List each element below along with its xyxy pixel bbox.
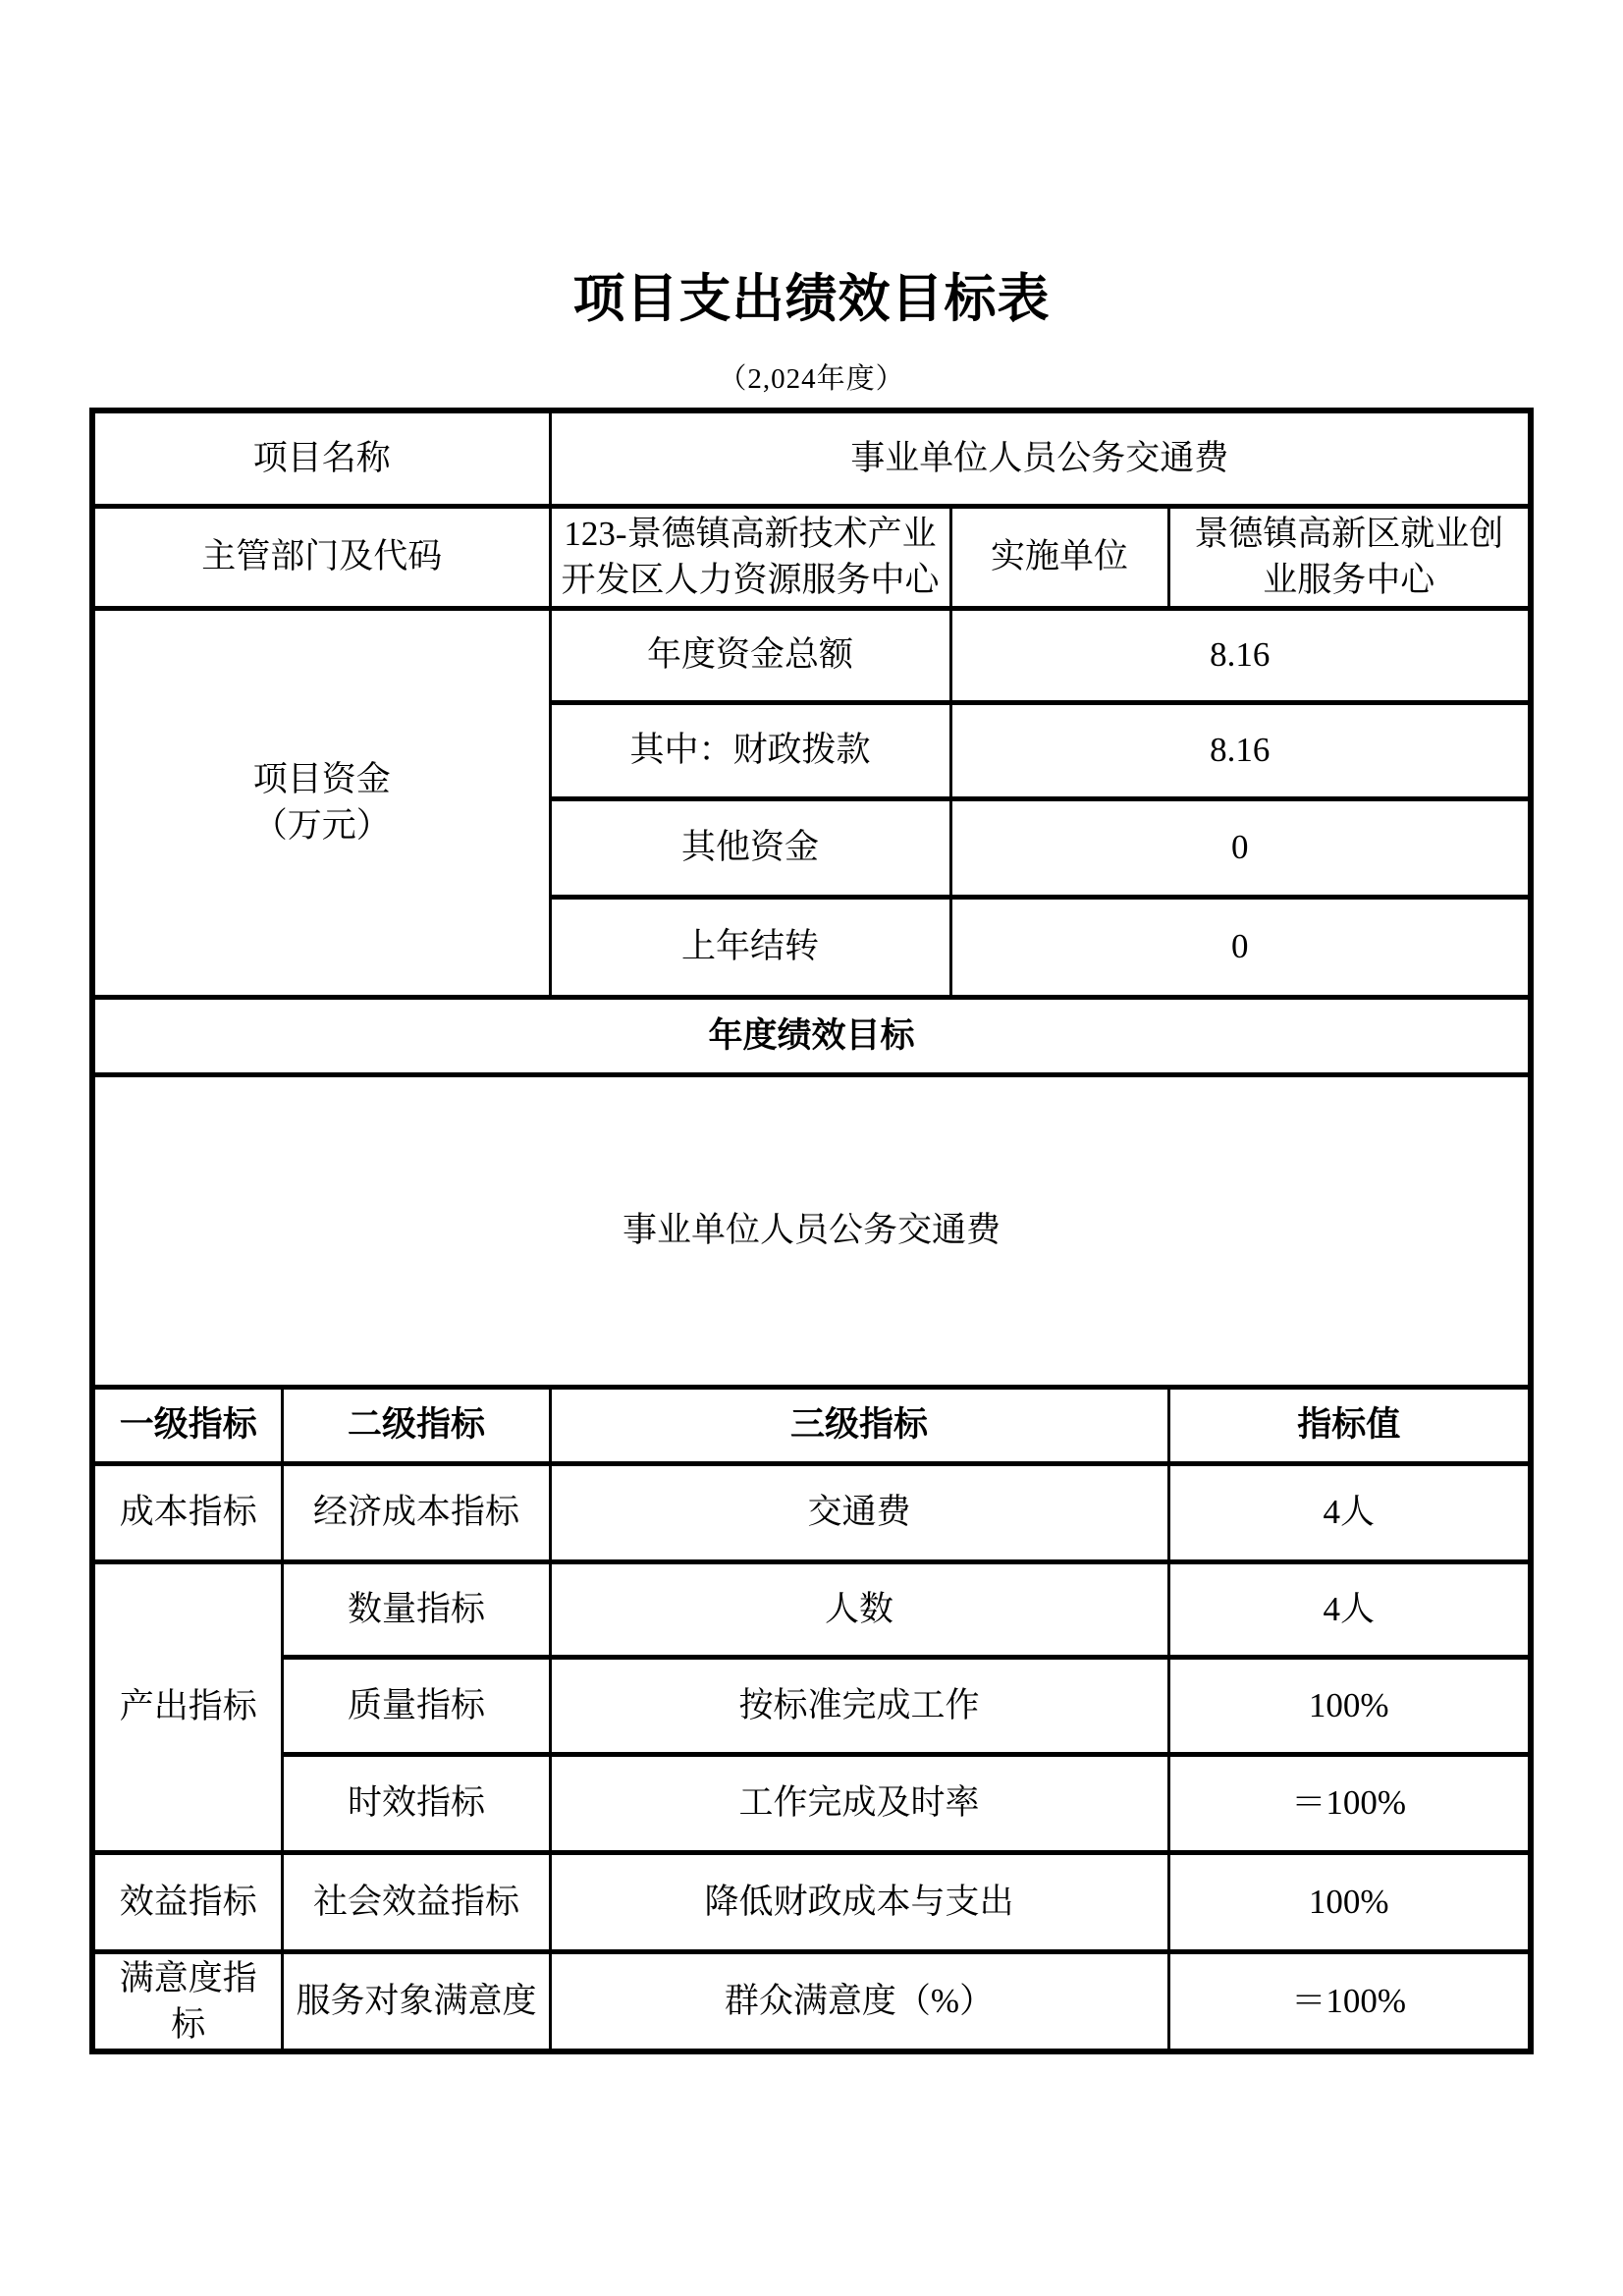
row-output-quantity <box>92 1561 1531 1657</box>
cell-cost-level1: 成本指标 <box>92 1463 283 1561</box>
row-department <box>92 506 1531 608</box>
row-output-timeliness <box>92 1754 1531 1852</box>
cell-quality-value: 100% <box>1168 1657 1531 1754</box>
cell-cost-level2: 经济成本指标 <box>283 1463 550 1561</box>
cell-project-name-label: 项目名称 <box>92 410 550 506</box>
row-annual-goal-header <box>92 997 1531 1074</box>
row-benefit-indicator <box>92 1852 1531 1951</box>
cell-department-value: 123-景德镇高新技术产业开发区人力资源服务中心 <box>550 506 950 608</box>
page-title: 项目支出绩效目标表 <box>572 271 1051 328</box>
cell-annual-goal-header: 年度绩效目标 <box>92 997 1531 1074</box>
performance-target-table <box>89 408 1534 2054</box>
cell-output-level1: 产出指标 <box>92 1561 283 1852</box>
cell-quantity-level2: 数量指标 <box>283 1561 550 1657</box>
cell-satisfaction-level1: 满意度指标 <box>92 1951 283 2051</box>
cell-funds-fiscal-value: 8.16 <box>950 702 1531 798</box>
cell-benefit-level3: 降低财政成本与支出 <box>550 1852 1168 1951</box>
cell-funds-fiscal-label: 其中：财政拨款 <box>550 702 950 798</box>
cell-funds-total-label: 年度资金总额 <box>550 608 950 702</box>
cell-timeliness-value: ＝100% <box>1168 1754 1531 1852</box>
cell-funds-total-value: 8.16 <box>950 608 1531 702</box>
cell-quantity-level3: 人数 <box>550 1561 1168 1657</box>
cell-funds-carryover-label: 上年结转 <box>550 897 950 997</box>
cell-quantity-value: 4人 <box>1168 1561 1531 1657</box>
cell-funds-carryover-value: 0 <box>950 897 1531 997</box>
row-annual-goal-text <box>92 1074 1531 1387</box>
cell-department-label: 主管部门及代码 <box>92 506 550 608</box>
cell-satisfaction-level2: 服务对象满意度 <box>283 1951 550 2051</box>
row-funds-total <box>92 608 1531 702</box>
funds-label-line1: 项目资金 <box>252 759 391 798</box>
cell-satisfaction-level3: 群众满意度（%） <box>550 1951 1168 2051</box>
cell-implementing-unit-value: 景德镇高新区就业创业服务中心 <box>1168 506 1531 608</box>
header-level1-indicator: 一级指标 <box>92 1387 283 1463</box>
cell-timeliness-level3: 工作完成及时率 <box>550 1754 1168 1852</box>
cell-satisfaction-value: ＝100% <box>1168 1951 1531 2051</box>
cell-timeliness-level2: 时效指标 <box>283 1754 550 1852</box>
cell-cost-level3: 交通费 <box>550 1463 1168 1561</box>
row-satisfaction-indicator <box>92 1951 1531 2051</box>
header-level3-indicator: 三级指标 <box>550 1387 1168 1463</box>
funds-label-line2: （万元） <box>252 806 391 845</box>
cell-benefit-level1: 效益指标 <box>92 1852 283 1951</box>
cell-quality-level3: 按标准完成工作 <box>550 1657 1168 1754</box>
row-indicator-headers <box>92 1387 1531 1463</box>
cell-funds-other-label: 其他资金 <box>550 798 950 897</box>
cell-funds-label <box>92 608 550 997</box>
row-output-quality <box>92 1657 1531 1754</box>
header-level2-indicator: 二级指标 <box>283 1387 550 1463</box>
header-indicator-value: 指标值 <box>1168 1387 1531 1463</box>
cell-project-name-value: 事业单位人员公务交通费 <box>550 410 1531 506</box>
cell-benefit-level2: 社会效益指标 <box>283 1852 550 1951</box>
cell-funds-other-value: 0 <box>950 798 1531 897</box>
page-subtitle: （2,024年度） <box>718 363 905 395</box>
cell-cost-value: 4人 <box>1168 1463 1531 1561</box>
cell-quality-level2: 质量指标 <box>283 1657 550 1754</box>
cell-implementing-unit-label: 实施单位 <box>950 506 1168 608</box>
cell-benefit-value: 100% <box>1168 1852 1531 1951</box>
row-project-name <box>92 410 1531 506</box>
row-cost-indicator <box>92 1463 1531 1561</box>
cell-annual-goal-text: 事业单位人员公务交通费 <box>92 1074 1531 1387</box>
